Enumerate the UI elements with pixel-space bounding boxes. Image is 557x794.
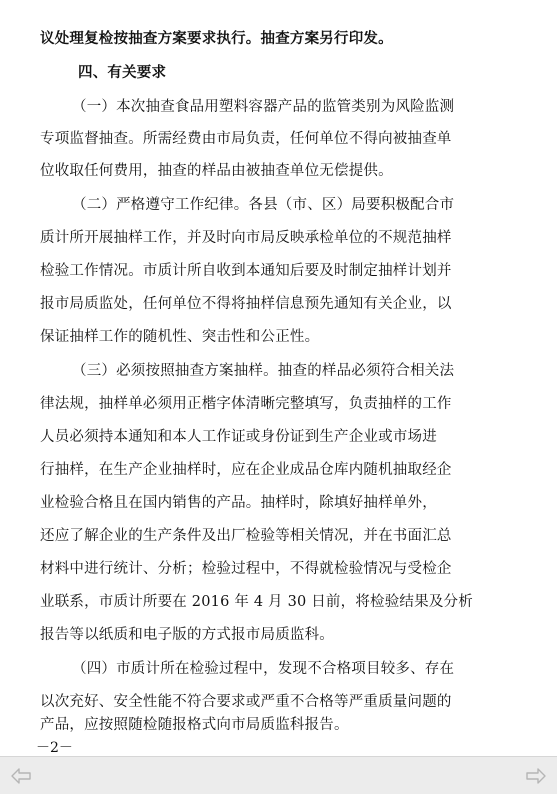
text-line-1: 议处理复检按抽查方案要求执行。抽查方案另行印发。: [40, 30, 393, 47]
text-line-13: 人员必须持本通知和本人工作证或身份证到生产企业或市场进: [40, 429, 437, 445]
text-line-22: 产品，应按照随检随报格式向市局质监科报告。: [40, 717, 349, 733]
text-line-12: 律法规，抽样单必须用正楷字体清晰完整填写，负责抽样的工作: [40, 396, 452, 412]
text-line-7: 质计所开展抽样工作，并及时向市局反映承检单位的不规范抽样: [40, 230, 452, 246]
section-heading: 四、有关要求: [78, 64, 167, 81]
text-line-20: （四）市质计所在检验过程中，发现不合格项目较多、存在: [72, 661, 455, 677]
text-line-11: （三）必须按照抽查方案抽样。抽查的样品必须符合相关法: [72, 363, 455, 379]
text-line-19: 报告等以纸质和电子版的方式报市局质监科。: [40, 627, 334, 643]
prev-page-button[interactable]: [10, 767, 32, 785]
text-line-4: 专项监督抽查。所需经费由市局负责，任何单位不得向被抽查单: [40, 131, 452, 147]
text-line-10: 保证抽样工作的随机性、突击性和公正性。: [40, 329, 320, 345]
arrow-right-icon: [525, 767, 547, 785]
text-line-17: 材料中进行统计、分析；检验过程中，不得就检验情况与受检企: [40, 561, 452, 577]
text-line-5: 位收取任何费用，抽查的样品由被抽查单位无偿提供。: [40, 163, 393, 179]
text-line-18: 业联系，市质计所要在 2016 年 4 月 30 日前，将检验结果及分析: [40, 594, 473, 610]
text-line-16: 还应了解企业的生产条件及出厂检验等相关情况，并在书面汇总: [40, 528, 452, 544]
text-line-21: 以次充好、安全性能不符合要求或严重不合格等严重质量问题的: [40, 694, 452, 710]
text-line-14: 行抽样，在生产企业抽样时，应在企业成品仓库内随机抽取经企: [40, 462, 452, 478]
viewer-footer: [0, 756, 557, 794]
text-line-8: 检验工作情况。市质计所自收到本通知后要及时制定抽样计划并: [40, 263, 452, 279]
text-line-6: （二）严格遵守工作纪律。各县（市、区）局要积极配合市: [72, 197, 455, 213]
text-line-9: 报市局质监处，任何单位不得将抽样信息预先通知有关企业，以: [40, 296, 452, 312]
arrow-left-icon: [10, 767, 32, 785]
text-line-15: 业检验合格且在国内销售的产品。抽样时，除填好抽样单外，: [40, 495, 437, 511]
page-number: －2－: [36, 740, 73, 756]
next-page-button[interactable]: [525, 767, 547, 785]
text-line-3: （一）本次抽查食品用塑料容器产品的监管类别为风险监测: [72, 99, 455, 115]
